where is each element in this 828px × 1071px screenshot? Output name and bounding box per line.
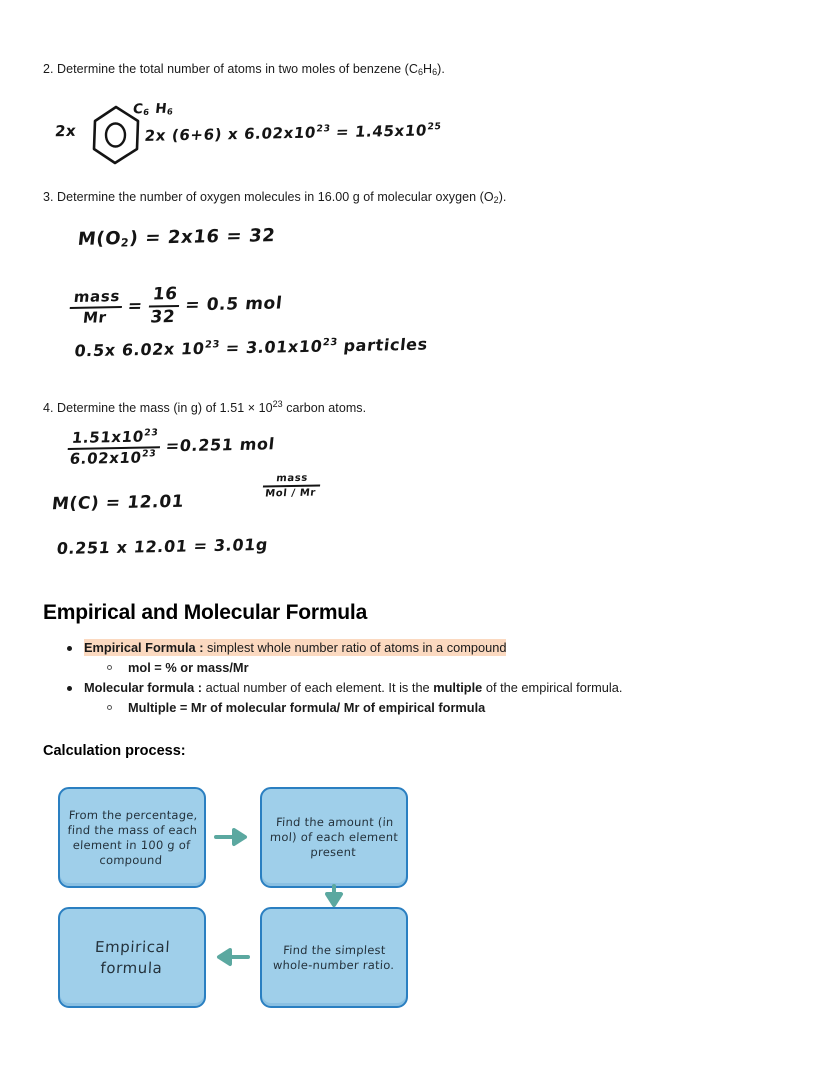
question-2-mid: H bbox=[423, 62, 433, 76]
q4-hw-molar-mass: M(C) = 12.01 bbox=[50, 491, 186, 515]
question-4-sup-1: 23 bbox=[272, 399, 283, 409]
question-3-sub-1: 2 bbox=[493, 195, 499, 205]
q2-hw-working: 2x (6+6) x $6.02x10^{23} = 1.45x10^{25}$ bbox=[143, 121, 443, 145]
question-3-text bbox=[43, 189, 506, 208]
bullet-4-text: Multiple = Mr of molecular formula/ Mr of empirical formula bbox=[128, 700, 486, 715]
question-2-prefix: 2. Determine the total number of atoms in two moles of benzene (C bbox=[43, 62, 418, 76]
arrow-right-icon bbox=[214, 826, 252, 853]
list-item-mol-definition bbox=[48, 658, 788, 678]
list-item-molecular-formula bbox=[48, 678, 788, 698]
calculation-process-subheading: Calculation process: bbox=[43, 743, 186, 759]
question-4-text bbox=[43, 396, 366, 416]
bullet-1-bold: Empirical Formula : bbox=[84, 640, 204, 655]
q4-hw-final-answer: 0.251 x 12.01 = 3.01g bbox=[55, 534, 269, 559]
bullet-3-rest-a: actual number of each element. It is the bbox=[202, 680, 434, 695]
q3-16-over-32-fraction: $\frac{16}{32}$ bbox=[146, 285, 181, 328]
bullet-3-rest-b: of the empirical formula. bbox=[482, 680, 623, 695]
flow-box-find-amount-mol: Find the amount (in mol) of each element present bbox=[260, 787, 408, 888]
bullet-3-bold-mid: multiple bbox=[433, 680, 483, 695]
q3-hw-line1: $M(O_2) = 2x16 = 32$ bbox=[76, 225, 277, 250]
section-heading: Empirical and Molecular Formula bbox=[43, 601, 368, 624]
question-2-sub-2: 6 bbox=[432, 67, 438, 77]
arrow-down-icon bbox=[323, 884, 345, 915]
list-item-empirical-formula bbox=[48, 638, 788, 658]
list-item-multiple-definition bbox=[48, 698, 788, 718]
flow-box-empirical-formula: Empirical formula bbox=[58, 907, 206, 1008]
bullet-1-rest: simplest whole number ratio of atoms in a compound bbox=[203, 640, 507, 655]
question-3-prefix: 3. Determine the number of oxygen molecules in 16.00 g of molecular oxygen (O bbox=[43, 190, 494, 204]
question-2-suffix: ). bbox=[437, 62, 445, 76]
question-3-suffix: ). bbox=[498, 190, 507, 204]
flow-box-simplest-ratio: Find the simplest whole-number ratio. bbox=[260, 907, 408, 1008]
bullet-2-text: mol = % or mass/Mr bbox=[128, 660, 249, 675]
arrow-left-icon bbox=[214, 946, 252, 973]
q2-hw-multiplier: 2x bbox=[54, 121, 78, 141]
q4-hw-fraction-line: $\frac{1.51x10^{23}}{6.02x10^{23}}$ =0.251 mol bbox=[68, 428, 274, 466]
question-2-text bbox=[43, 61, 445, 80]
flow-box-percentage-to-mass: From the percentage, find the mass of each element in 100 g of compound bbox=[58, 787, 206, 888]
bullet-3-bold: Molecular formula : bbox=[84, 680, 203, 695]
q3-hw-line2: $\frac{\text{mass}}{Mr}$ = $\frac{16}{32}$ = 0.5 mol bbox=[70, 285, 282, 327]
q4-side-fraction: $\frac{\text{mass}}{\text{Mol / Mr}}$ bbox=[262, 472, 321, 499]
question-4-suffix: carbon atoms. bbox=[282, 401, 367, 415]
question-4-prefix: 4. Determine the mass (in g) of 1.51 × 10 bbox=[43, 401, 273, 415]
q4-hw-side-note bbox=[263, 473, 320, 499]
q4-avogadro-fraction: $\frac{1.51x10^{23}}{6.02x10^{23}}$ bbox=[66, 428, 162, 467]
q3-mass-over-mr-fraction: $\frac{\text{mass}}{Mr}$ bbox=[68, 288, 124, 327]
question-2-sub-1: 6 bbox=[417, 67, 424, 77]
bullet-list bbox=[48, 638, 788, 718]
q3-hw-line3: 0.5x 6.02x $10^{23} = 3.01x10^{23}$ particles bbox=[73, 334, 429, 361]
q2-hw-formula-label: $C_6$ $H_6$ bbox=[132, 100, 174, 118]
